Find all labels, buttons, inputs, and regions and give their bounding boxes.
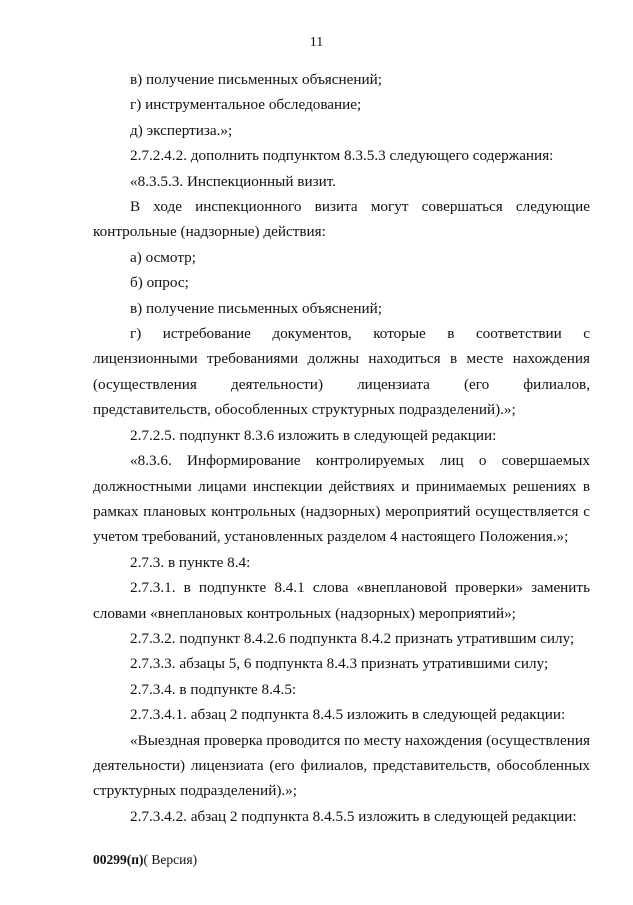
paragraph: д) экспертиза.»;: [130, 121, 233, 139]
paragraph: в) получение письменных объяснений;: [130, 299, 383, 317]
paragraph: 2.7.3.3. абзацы 5, 6 подпункта 8.4.3 признать утратившими силу;: [130, 655, 549, 673]
paragraph: 2.7.3.1. в подпункте 8.4.1 слова «внеплановой проверки» заменить словами «внеплановых контрольных (надзорных) мероприятий»;: [93, 579, 590, 622]
document-footer: [93, 851, 197, 869]
paragraph: «8.3.5.3. Инспекционный визит.: [130, 172, 336, 190]
paragraph: г) инструментальное обследование;: [130, 96, 362, 114]
paragraph: 2.7.3.2. подпункт 8.4.2.6 подпункта 8.4.2 признать утратившим силу;: [130, 629, 575, 647]
page-number: 11: [309, 35, 324, 50]
paragraph: «8.3.6. Информирование контролируемых лиц о совершаемых должностными лицами инспекции действиях и принимаемых решениях в рамках плановых контрольных (надзорных) мероприятий осуществляется с учетом требований, установленных разделом 4 настоящего Положения.»;: [93, 452, 590, 546]
document-version: ( Версия): [143, 852, 198, 867]
paragraph: 2.7.2.5. подпункт 8.3.6 изложить в следующей редакции:: [130, 426, 497, 444]
paragraph: а) осмотр;: [130, 248, 196, 266]
paragraph: 2.7.3. в пункте 8.4:: [130, 553, 251, 571]
paragraph: г) истребование документов, которые в соответствии с лицензионными требованиями должны находиться в месте нахождения (осуществления деятельности) лицензиата (его филиалов, представительств, обособленных структурных подразделений).»;: [93, 325, 590, 419]
paragraph: 2.7.3.4. в подпункте 8.4.5:: [130, 680, 297, 698]
document-body: [93, 67, 590, 829]
paragraph: б) опрос;: [130, 274, 189, 292]
paragraph: в) получение письменных объяснений;: [130, 71, 383, 88]
paragraph: 2.7.3.4.1. абзац 2 подпункта 8.4.5 изложить в следующей редакции:: [130, 706, 566, 724]
paragraph: В ходе инспекционного визита могут совершаться следующие контрольные (надзорные) действия:: [93, 198, 590, 241]
document-code: 00299(п): [93, 852, 144, 867]
paragraph: «Выездная проверка проводится по месту нахождения (осуществления деятельности) лицензиата (его филиалов, представительств, обособленных структурных подразделений).»;: [93, 731, 590, 800]
paragraph: 2.7.2.4.2. дополнить подпунктом 8.3.5.3 следующего содержания:: [130, 147, 554, 165]
paragraph: 2.7.3.4.2. абзац 2 подпункта 8.4.5.5 изложить в следующей редакции:: [130, 807, 577, 825]
